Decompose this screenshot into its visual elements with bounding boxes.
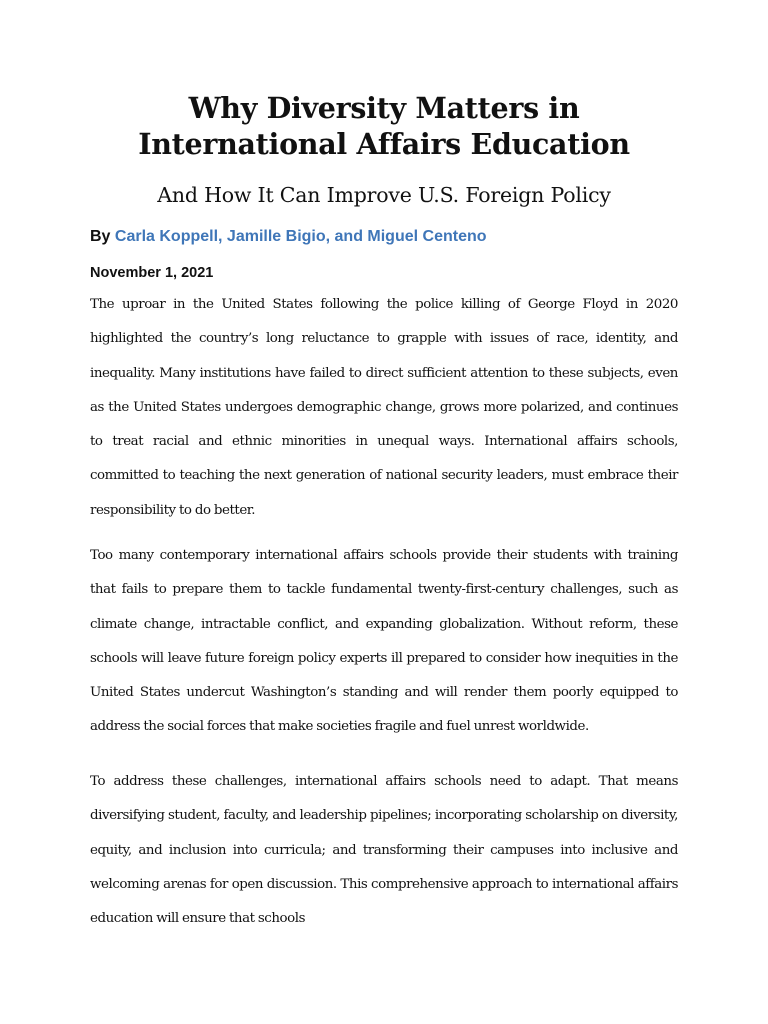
article-subtitle: And How It Can Improve U.S. Foreign Policy: [157, 183, 611, 207]
publication-date: November 1, 2021: [90, 265, 214, 281]
article-title: [40, 90, 728, 162]
byline-prefix: By: [90, 228, 111, 245]
body-paragraph-3: To address these challenges, international affairs schools need to adapt. That means diversifying student, faculty, and leadership pipelines; incorporating scholarship on diversity, equity, and inclusion into curricula; and transforming their campuses into inclusive and welcoming arenas for open discussion. This comprehensive approach to international affairs education will ensure that schools: [90, 774, 678, 927]
author-links[interactable]: Carla Koppell, Jamille Bigio, and Miguel Centeno: [114, 228, 487, 245]
body-paragraph-1: The uproar in the United States following the police killing of George Floyd in 2020 highlighted the country’s long reluctance to grapple with issues of race, identity, and inequality. Many institutions have failed to direct sufficient attention to these subjects, even as the United States undergoes demographic change, grows more polarized, and continues to treat racial and ethnic minorities in unequal ways. International affairs schools, committed to teaching the next generation of national security leaders, must embrace their responsibility to do better.: [90, 297, 678, 518]
article-title-line-2: International Affairs Education: [138, 127, 630, 161]
body-paragraph-2: Too many contemporary international affairs schools provide their students with training that fails to prepare them to tackle fundamental twenty-first-century challenges, such as climate change, intractable conflict, and expanding globalization. Without reform, these schools will leave future foreign policy experts ill prepared to consider how inequities in the United States undercut Washington’s standing and will render them poorly equipped to address the social forces that make societies fragile and fuel unrest worldwide.: [90, 548, 678, 735]
byline: [90, 226, 487, 248]
article-title-line-1: Why Diversity Matters in: [188, 91, 580, 125]
